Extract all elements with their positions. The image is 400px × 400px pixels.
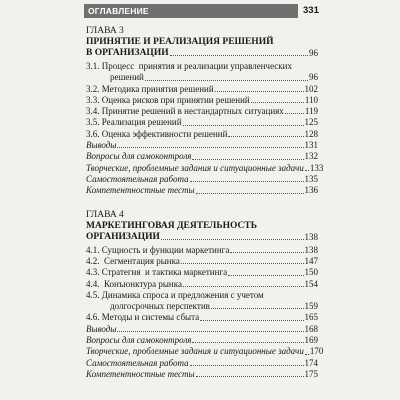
toc-entry-4-5-line-1[interactable] xyxy=(86,290,318,301)
extra-label: Самостоятельная работа xyxy=(86,173,189,184)
page-ref: 174 xyxy=(304,357,318,368)
extra-label: Вопросы для самоконтроля xyxy=(86,151,192,162)
chapter-3-title-line-1: ПРИНЯТИЕ И РЕАЛИЗАЦИЯ РЕШЕНИЙ xyxy=(86,37,274,47)
leader-dots xyxy=(200,319,303,321)
toc-extra-selfwork-4[interactable] xyxy=(86,358,318,369)
chapter-4-title-line-2: ОРГАНИЗАЦИИ xyxy=(86,231,160,242)
toc-entry-3-2[interactable] xyxy=(86,84,318,95)
chapter-4-label: ГЛАВА 4 xyxy=(86,209,124,220)
leader-dots xyxy=(192,341,303,343)
leader-dots xyxy=(251,101,304,103)
table-of-contents xyxy=(86,26,324,380)
chapter-3-label: ГЛАВА 3 xyxy=(86,26,124,36)
section-number: 4.5. xyxy=(86,290,102,301)
toc-extra-selfwork-3[interactable] xyxy=(86,174,318,185)
section-number: 3.2. xyxy=(86,83,102,94)
leader-dots xyxy=(230,251,303,253)
section-label: Методы и системы сбыта xyxy=(101,312,200,323)
section-label: Методика принятия решений xyxy=(101,83,214,94)
leader-dots xyxy=(211,307,304,309)
section-label: Сущность и функции маркетинга xyxy=(101,244,230,255)
extra-label: Компетентностные тесты xyxy=(86,368,195,379)
toc-entry-4-4[interactable] xyxy=(86,279,318,290)
toc-entry-4-3[interactable] xyxy=(86,267,318,278)
page-ref: 131 xyxy=(304,140,318,151)
page-ref: 102 xyxy=(304,83,318,94)
extra-label: Самостоятельная работа xyxy=(86,357,189,368)
page-ref: 96 xyxy=(309,72,318,83)
leader-dots xyxy=(285,112,304,114)
page-ref: 175 xyxy=(304,368,318,379)
toc-entry-4-2[interactable] xyxy=(86,256,318,267)
page-ref: 136 xyxy=(304,185,318,196)
page-ref: 154 xyxy=(304,278,318,289)
section-label: Оценка рисков при принятии решений xyxy=(101,94,250,105)
toc-entry-4-6[interactable] xyxy=(86,312,318,323)
chapter-4-title-line-1: МАРКЕТИНГОВАЯ ДЕЯТЕЛЬНОСТЬ xyxy=(86,220,258,231)
page-ref: 169 xyxy=(304,334,318,345)
page-ref: 150 xyxy=(304,267,318,278)
toc-extra-conclusions-4[interactable] xyxy=(86,324,318,335)
leader-dots xyxy=(192,158,303,160)
toc-extra-questions-3[interactable] xyxy=(86,151,318,162)
section-number: 3.3. xyxy=(86,94,102,105)
page-ref: 132 xyxy=(304,151,318,162)
chapter-3-title-line-2: В ОРГАНИЗАЦИИ xyxy=(86,48,169,58)
section-number: 4.1. xyxy=(86,244,102,255)
section-label: Оценка эффективности решений xyxy=(101,128,228,139)
leader-dots xyxy=(228,274,303,276)
leader-dots xyxy=(190,364,304,366)
section-label: решений xyxy=(110,72,144,83)
extra-label: Творческие, проблемные задания и ситуационные задачи xyxy=(86,346,304,357)
leader-dots xyxy=(145,79,308,81)
extra-label: Творческие, проблемные задания и ситуационные задачи xyxy=(86,162,304,173)
section-number: 3.6. xyxy=(86,128,102,139)
running-header-page-number: 331 xyxy=(303,5,319,16)
leader-dots xyxy=(170,54,308,56)
leader-dots xyxy=(181,262,304,264)
leader-dots xyxy=(183,124,304,126)
page-ref: 128 xyxy=(304,128,318,139)
toc-entry-3-6[interactable] xyxy=(86,129,318,140)
running-header-title: ОГЛАВЛЕНИЕ xyxy=(88,6,149,16)
leader-dots xyxy=(196,192,304,194)
page-ref: 125 xyxy=(304,117,318,128)
section-label: Реализация решений xyxy=(101,117,182,128)
section-label: Конъюнктура рынка xyxy=(101,278,182,289)
leader-dots xyxy=(305,353,309,355)
leader-dots xyxy=(190,180,304,182)
toc-entry-3-1-line-2[interactable] xyxy=(86,72,318,83)
leader-dots xyxy=(117,330,303,332)
page-ref: 165 xyxy=(304,312,318,323)
section-label: Сегментация рынка xyxy=(101,256,180,267)
page-ref: 147 xyxy=(304,256,318,267)
section-number: 4.6. xyxy=(86,312,102,323)
toc-extra-tasks-4[interactable] xyxy=(86,346,324,357)
page-ref: 96 xyxy=(309,48,318,58)
toc-entry-3-1-line-1[interactable] xyxy=(86,61,318,72)
toc-extra-tests-3[interactable] xyxy=(86,185,318,196)
toc-entry-4-5-line-2[interactable] xyxy=(86,301,318,312)
page-ref: 170 xyxy=(309,346,324,357)
page-ref: 110 xyxy=(304,94,318,105)
extra-label: Компетентностные тесты xyxy=(86,185,195,196)
toc-entry-3-5[interactable] xyxy=(86,117,318,128)
toc-entry-4-1[interactable] xyxy=(86,245,318,256)
page-ref: 119 xyxy=(304,106,318,117)
page-ref: 138 xyxy=(304,244,318,255)
leader-dots xyxy=(305,169,309,171)
page-ref: 168 xyxy=(304,323,318,334)
toc-entry-3-4[interactable] xyxy=(86,106,318,117)
chapter-4-title-entry[interactable] xyxy=(86,232,318,243)
toc-entry-3-3[interactable] xyxy=(86,95,318,106)
leader-dots xyxy=(161,238,304,240)
chapter-3-title-entry[interactable] xyxy=(86,48,318,59)
page-ref: 138 xyxy=(304,231,318,242)
section-number: 4.3. xyxy=(86,267,102,278)
leader-dots xyxy=(183,285,304,287)
section-number: 4.4. xyxy=(86,278,102,289)
leader-dots xyxy=(228,135,303,137)
page-ref: 133 xyxy=(309,162,324,173)
toc-extra-tasks-3[interactable] xyxy=(86,162,324,174)
page-ref: 135 xyxy=(304,173,318,184)
section-label: Стратегия и тактика маркетинга xyxy=(101,267,228,278)
extra-label: Вопросы для самоконтроля xyxy=(86,334,192,345)
extra-label: Выводы xyxy=(86,323,117,334)
toc-extra-conclusions-3[interactable] xyxy=(86,140,318,151)
section-number: 3.5. xyxy=(86,117,102,128)
leader-dots xyxy=(196,375,304,377)
leader-dots xyxy=(215,90,304,92)
section-label: Динамика спроса и предложения с учетом xyxy=(101,290,264,301)
toc-extra-tests-4[interactable] xyxy=(86,369,318,380)
section-number: 4.2. xyxy=(86,256,102,267)
section-label: долгосрочных перспектив xyxy=(110,301,210,312)
page-ref: 159 xyxy=(304,301,318,312)
section-number: 3.1. xyxy=(86,61,102,72)
section-label: Процесс принятия и реализации управленческих xyxy=(101,61,292,72)
extra-label: Выводы xyxy=(86,140,117,151)
toc-extra-questions-4[interactable] xyxy=(86,335,318,346)
leader-dots xyxy=(117,146,303,148)
section-label: Принятие решений в нестандартных ситуациях xyxy=(101,106,284,117)
section-number: 3.4. xyxy=(86,106,102,117)
